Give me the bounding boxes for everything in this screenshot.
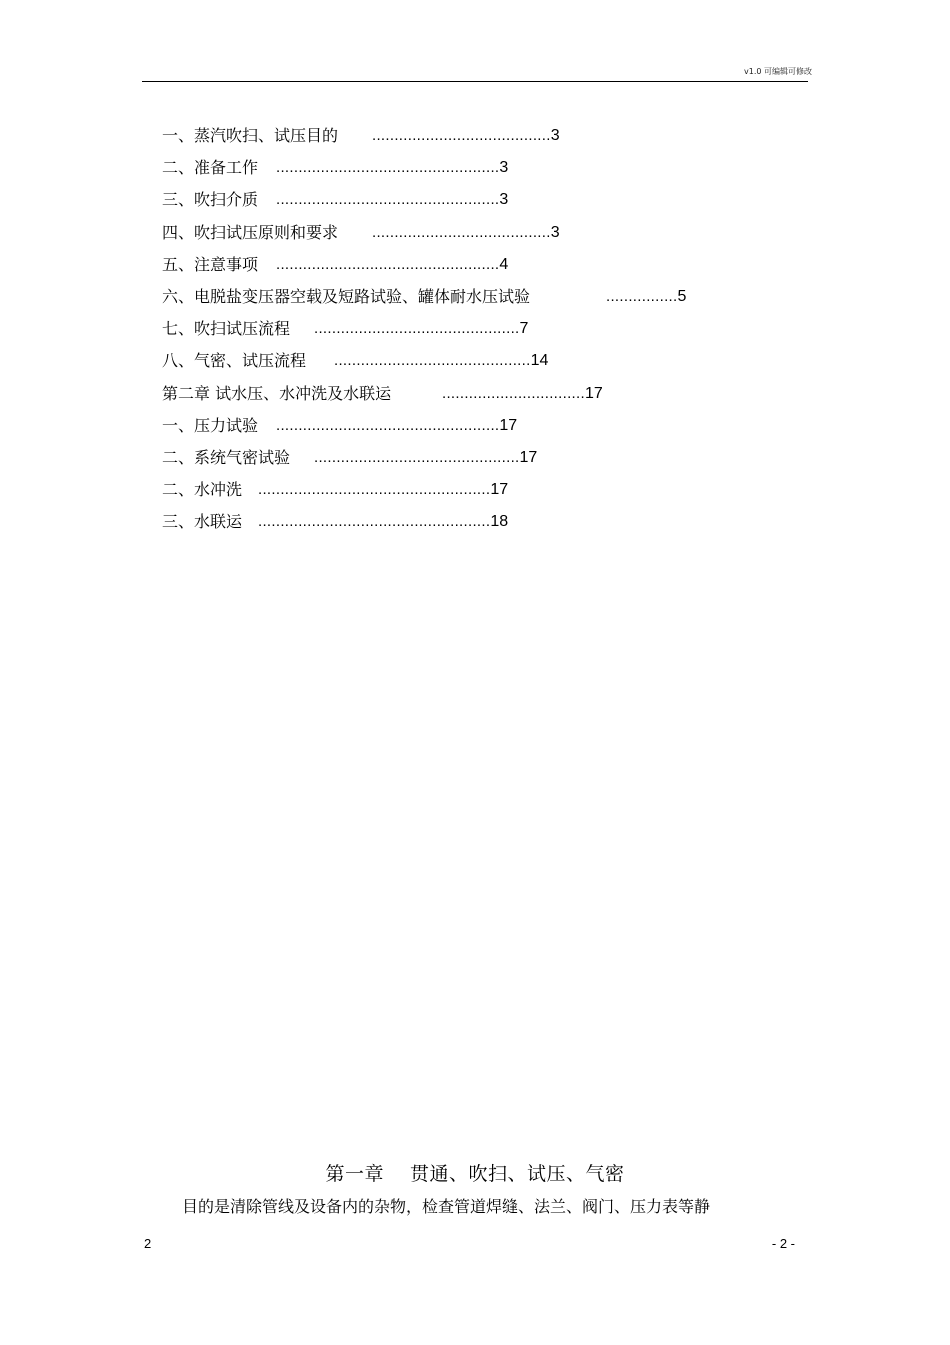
toc-entry[interactable] [162,382,802,414]
toc-entry-title: 五、注意事项 [162,254,259,274]
toc-entry[interactable] [162,317,802,349]
footer-page-number-right: - 2 - [771,1236,795,1251]
toc-entry-leader: .................................................... [258,513,491,531]
toc-entry-leader: ................................ [442,384,585,402]
toc-entry-title: 六、电脱盐变压器空载及短路试验、罐体耐水压试验 [162,286,531,306]
toc-entry-page: 17 [584,384,603,402]
toc-entry-page: 3 [499,159,509,177]
footer-page-number-left: 2 [144,1236,152,1251]
toc-entry[interactable] [162,414,802,446]
toc-entry[interactable] [162,285,802,317]
toc-entry-leader: .............................................. [314,448,520,466]
toc-entry-title: 七、吹扫试压流程 [162,319,291,339]
toc-entry-leader: .................................................. [276,159,500,177]
chapter-heading [0,1160,950,1188]
toc-entry-page: 18 [490,513,509,531]
toc-entry-page: 14 [530,352,549,370]
chapter-title: 贯通、吹扫、试压、气密 [410,1163,625,1185]
toc-entry-title: 二、水冲洗 [162,480,243,500]
toc-entry-leader: ........................................ [372,223,551,241]
chapter-number: 第一章 [325,1163,384,1185]
toc-entry-page: 5 [677,287,687,305]
toc-entry[interactable] [162,478,802,510]
toc-entry-page: 17 [490,481,509,499]
toc-entry[interactable] [162,188,802,220]
toc-entry-page: 17 [519,448,538,466]
toc-entry[interactable] [162,253,802,285]
toc-entry-title: 三、水联运 [162,512,243,532]
header-rule [142,81,808,82]
toc-entry-leader: ............................................ [334,352,531,370]
body-paragraph: 目的是清除管线及设备内的杂物，检查管道焊缝、法兰、阀门、压力表等静 [182,1197,711,1216]
toc-entry-leader: .................................................. [276,191,500,209]
toc-entry-leader: .................................................. [276,255,500,273]
toc-entry-leader: ........................................ [372,127,551,144]
toc-entry-page: 7 [519,320,529,338]
toc-entry-title: 一、压力试验 [162,415,259,435]
header-note: v1.0 可编辑可修改 [744,67,812,76]
toc-entry[interactable] [162,156,802,188]
toc-entry-title: 二、准备工作 [162,158,259,178]
toc-entry-title: 三、吹扫介质 [162,190,259,210]
toc-entry-title: 四、吹扫试压原则和要求 [162,222,339,242]
toc-entry-title: 第二章 试水压、水冲洗及水联运 [162,383,392,403]
toc-entry[interactable] [162,221,802,253]
toc-entry-leader: .................................................. [276,416,500,434]
toc-entry-page: 3 [550,127,560,144]
toc-entry[interactable] [162,349,802,381]
toc-entry[interactable] [162,510,802,542]
toc-entry-page: 3 [550,223,560,241]
toc-entry[interactable] [162,124,802,156]
toc-entry-title: 二、系统气密试验 [162,447,291,467]
toc-entry-title: 八、气密、试压流程 [162,351,307,371]
toc-entry-page: 3 [499,191,509,209]
toc-entry-leader: .............................................. [314,320,520,338]
toc-entry-leader: .................................................... [258,481,491,499]
toc-entry[interactable] [162,446,802,478]
toc-entry-title: 一、蒸汽吹扫、试压目的 [162,126,339,145]
toc-entry-leader: ................ [606,287,678,305]
toc-entry-page: 4 [499,255,509,273]
toc-entry-page: 17 [499,416,518,434]
table-of-contents [162,124,802,542]
